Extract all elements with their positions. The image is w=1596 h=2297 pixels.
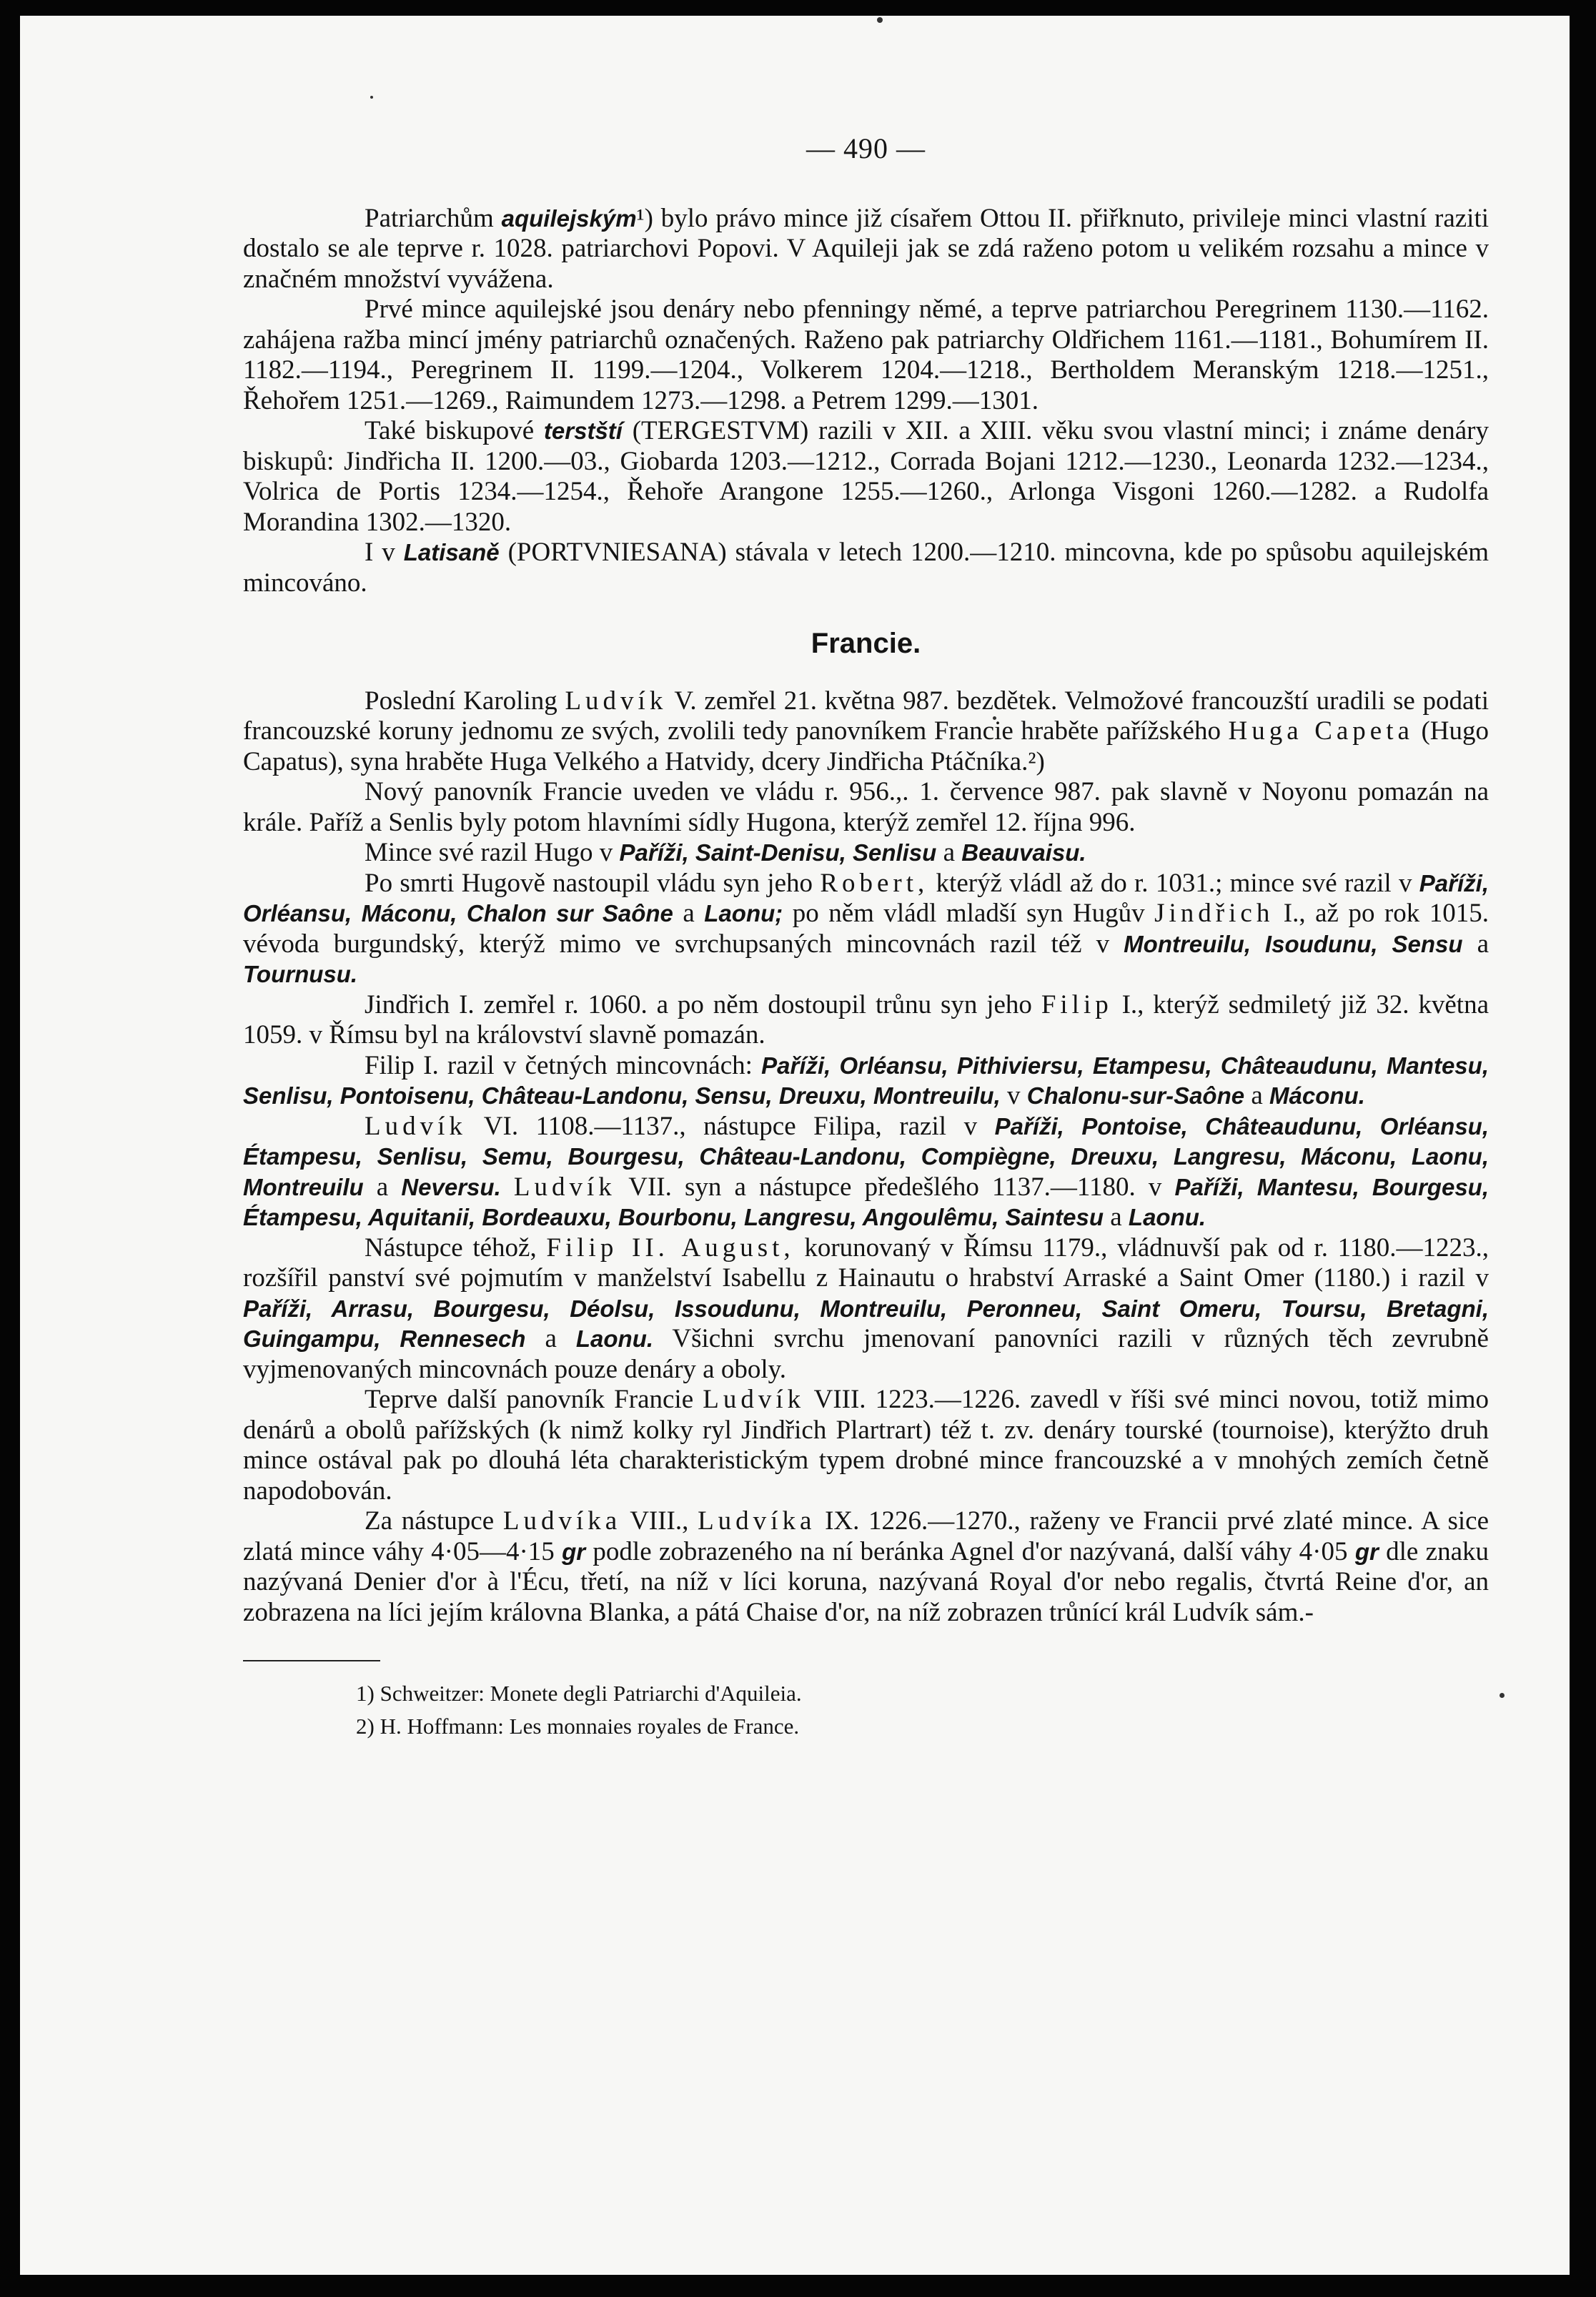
- footnotes: [243, 1677, 1489, 1743]
- place-name-text: Laonu;: [704, 900, 783, 927]
- text-run: 1) Schweitzer: Monete degli Patriarchi d'Aquileia.: [356, 1681, 802, 1706]
- text-run: Patriarchům: [365, 203, 502, 233]
- text-run: po něm vládl mladší syn Hugův: [783, 899, 1155, 928]
- text-run: Filip I. razil v četných mincovnách:: [365, 1050, 762, 1080]
- text-column: [243, 134, 1489, 1743]
- spaced-name-text: Ludvík: [513, 1172, 616, 1202]
- text-run: Teprve další panovník Francie: [365, 1385, 703, 1414]
- text-run: VII. syn a nástupce předešlého 1137.—1180. v: [615, 1172, 1175, 1202]
- place-name-text: Paříži, Orléansu, Pithiviersu, Etampesu, Châteaudunu, Mantesu, Senlisu, Pontoisenu, Château-Landonu, Sensu, Dreuxu, Montreuilu,: [243, 1052, 1489, 1109]
- place-name-text: Paříži, Mantesu, Bourgesu, Étampesu, Aquitanii, Bordeauxu, Bourbonu, Langresu, Angoulêmu, Saintesu: [243, 1173, 1489, 1230]
- text-run: (TERGESTVM) razili v XII. a XIII. věku svou vlastní minci; i známe denáry biskupů: Jindřicha II. 1200.—03., Giobarda 1203.—1212., Corrada Bojani 1212.—1230., Leonarda 1232.—1234., Volrica de Portis 1234.—1254., Řehoře Arangone 1255.—1260., Arlonga Visgoni 1260.—1282. a Rudolfa Morandina 1302.—1320.: [243, 416, 1489, 537]
- place-name-text: Montreuilu, Isoudunu, Sensu: [1124, 930, 1463, 957]
- paragraph: [243, 1051, 1489, 1112]
- place-name-text: Laonu.: [1128, 1204, 1206, 1230]
- text-run: kterýž vládl až do r. 1031.; mince své razil v: [928, 868, 1419, 898]
- paragraph: [243, 1506, 1489, 1628]
- spaced-name-text: Filip: [1041, 989, 1113, 1019]
- text-run: Po smrti Hugově nastoupil vládu syn jeho: [365, 868, 821, 898]
- text-run: dle znaku nazývaná Denier d'or à l'Écu, třetí, na níž v líci koruna, nazývaná Royal d'or nebo regalis, čtvrtá Reine d'or, an zobrazena na líci jejím královna Blanka, a pátá Chaise d'or, na níž zobrazen trůnící král Ludvík sám.-: [243, 1536, 1490, 1627]
- place-name-text: Máconu.: [1269, 1082, 1365, 1109]
- paragraph: [243, 416, 1489, 538]
- text-run: (Hugo Capatus), syna hraběte Huga Velkého a Hatvidy, dcery Jindřicha Ptáčníka.²): [243, 716, 1489, 776]
- text-run: Mince své razil Hugo v: [365, 838, 620, 867]
- text-run: a: [1244, 1081, 1270, 1110]
- spaced-name-text: Jindřich: [1154, 899, 1274, 928]
- footnote: [243, 1710, 1489, 1743]
- text-run: Také biskupové: [365, 416, 544, 445]
- section-heading-francie: Francie.: [811, 628, 921, 659]
- text-run: V. zemřel 21. května 987. bezdětek. Velmožové francouzští uradili se podati francouzské koruny jednomu ze svých, zvolili tedy panovníkem Francie hraběte pařížského: [243, 686, 1489, 746]
- place-name-text: Laonu.: [575, 1325, 654, 1352]
- paragraph: [243, 686, 1489, 778]
- place-name-text: Neversu.: [401, 1173, 501, 1200]
- spaced-name-text: Ludvíka: [698, 1506, 816, 1536]
- place-name-text: Chalonu-sur-Saône: [1026, 1082, 1245, 1109]
- place-name-text: aquilejským: [501, 204, 637, 232]
- text-run: a: [936, 838, 962, 867]
- spaced-name-text: Ludvík: [703, 1385, 806, 1414]
- speck: [1500, 1693, 1505, 1698]
- paragraph: [243, 1233, 1489, 1385]
- place-name-text: Latisaně: [403, 539, 500, 565]
- place-name-text: gr: [1354, 1538, 1379, 1565]
- spaced-name-text: Ludvíka: [502, 1506, 622, 1536]
- text-run: Všichni svrchu jmenovaní panovníci razili v různých těch zevrubně vyjmenovaných mincovnách pouze denáry a oboly.: [243, 1324, 1489, 1384]
- text-run: I., až po rok 1015. vévoda burgundský, kterýž mimo ve svrchupsaných mincovnách razil též v: [243, 899, 1489, 959]
- text-run: a: [1103, 1202, 1129, 1232]
- paragraph: [243, 777, 1489, 838]
- speck: [877, 17, 883, 23]
- spaced-name-text: Huga Capeta: [1228, 716, 1414, 746]
- paragraph: [243, 1112, 1489, 1233]
- spaced-name-text: Robert,: [820, 868, 929, 898]
- text-run: Nový panovník Francie uveden ve vládu r. 956.,. 1. července 987. pak slavně v Noyonu pomazán na krále. Paříž a Senlis byly potom hlavními sídly Hugona, kterýž zemřel 12. října 996.: [243, 777, 1489, 837]
- text-run: I v: [365, 538, 404, 567]
- text-run: Prvé mince aquilejské jsou denáry nebo pfenningy němé, a teprve patriarchou Peregrinem 1130.—1162. zahájena ražba mincí jmény patriarchů označených. Raženo pak patriarchy Oldřichem 1161.—1181., Bohumírem II. 1182.—1194., Peregrinem II. 1199.—1204., Volkerem 1204.—1218., Bertholdem Meranským 1218.—1251., Řehořem 1251.—1269., Raimundem 1273.—1298. a Petrem 1299.—1301.: [243, 295, 1489, 415]
- text-run: VIII.,: [621, 1506, 698, 1536]
- text-run: 2) H. Hoffmann: Les monnaies royales de France.: [356, 1714, 800, 1739]
- text-run: a: [525, 1324, 576, 1353]
- text-run: [501, 1172, 514, 1202]
- paragraph: [243, 538, 1489, 598]
- place-name-text: Tournusu.: [243, 961, 358, 987]
- text-run: IX. 1226.—1270., raženy ve Francii prvé zlaté mince. A sice zlatá mince váhy 4·05—4·15: [243, 1506, 1489, 1566]
- paragraph: [243, 869, 1489, 990]
- footnote: [243, 1677, 1489, 1710]
- text-run: ¹) bylo právo mince již císařem Ottou II. přiřknuto, privileje minci vlastní raziti dostalo se ale teprve r. 1028. patriarchovi Popovi. V Aquileji jak se zdá raženo potom u velikém rozsahu a mince v značném množství vyvážena.: [243, 203, 1490, 294]
- text-run: I., kterýž sedmiletý již 32. května 1059. v Římsu byl na království slavně pomazán.: [243, 989, 1489, 1049]
- place-name-text: terstští: [543, 418, 623, 444]
- text-run: a: [673, 899, 705, 928]
- place-name-text: Paříži, Orléansu, Máconu, Chalon sur Saône: [243, 869, 1489, 927]
- speck: [370, 96, 373, 99]
- place-name-text: Paříži, Saint-Denisu, Senlisu: [619, 839, 937, 866]
- page-number: — 490 —: [806, 132, 926, 164]
- text-run: Nástupce téhož,: [365, 1233, 547, 1263]
- place-name-text: Paříži, Pontoise, Châteaudunu, Orléansu, Étampesu, Senlisu, Semu, Bourgesu, Château-Landonu, Compiègne, Dreuxu, Langresu, Máconu, Laonu, Montreuilu: [243, 1112, 1489, 1200]
- paragraph: [243, 1385, 1489, 1506]
- text-run: (PORTVNIESANA) stávala v letech 1200.—1210. mincovna, kde po spůsobu aquilejském mincováno.: [243, 538, 1489, 598]
- place-name-text: Paříži, Arrasu, Bourgesu, Déolsu, Issoudunu, Montreuilu, Peronneu, Saint Omeru, Toursu, Bretagni, Guingampu, Rennesech: [243, 1295, 1489, 1352]
- spaced-name-text: Ludvík: [365, 1111, 467, 1141]
- scanned-page: [20, 16, 1570, 2275]
- place-name-text: Beauvaisu.: [961, 839, 1086, 866]
- paragraph: [243, 838, 1489, 869]
- section-france: [243, 686, 1489, 1629]
- text-run: podle zobrazeného na ní beránka Agnel d'or nazývaná, další váhy 4·05: [585, 1536, 1355, 1566]
- spaced-name-text: Ludvík: [565, 686, 668, 716]
- paragraph: [243, 990, 1489, 1051]
- text-run: Jindřich I. zemřel r. 1060. a po něm dostoupil trůnu syn jeho: [365, 989, 1041, 1019]
- spaced-name-text: Filip II. August,: [546, 1233, 795, 1263]
- paragraph: [243, 204, 1489, 295]
- text-run: korunovaný v Římsu 1179., vládnuvší pak od r. 1180.—1223., rozšířil panství své pojmutím v manželství Isabellu z Hainautu o hrabství Arraské a Saint Omer (1180.) i razil v: [243, 1233, 1490, 1293]
- text-run: Poslední Karoling: [365, 686, 565, 716]
- footnote-rule: [243, 1660, 380, 1661]
- text-run: a: [363, 1172, 402, 1202]
- paragraph: [243, 295, 1489, 416]
- section-italy: [243, 204, 1489, 599]
- text-run: v: [1000, 1081, 1027, 1110]
- text-run: VIII. 1223.—1226. zavedl v říši své minci novou, totiž mimo denárů a obolů pařížských (k nimž kolky ryl Jindřich Plartrart) též t. zv. denáry tourské (tournoise), kterýžto druh mince ostával pak po dlouhá léta charakteristickým typem drobné mince francouzské a v mnohých zemích četně napodobován.: [243, 1385, 1489, 1506]
- text-run: VI. 1108.—1137., nástupce Filipa, razil v: [466, 1111, 995, 1141]
- text-run: Za nástupce: [365, 1506, 503, 1536]
- place-name-text: gr: [562, 1538, 586, 1565]
- text-run: a: [1462, 929, 1489, 959]
